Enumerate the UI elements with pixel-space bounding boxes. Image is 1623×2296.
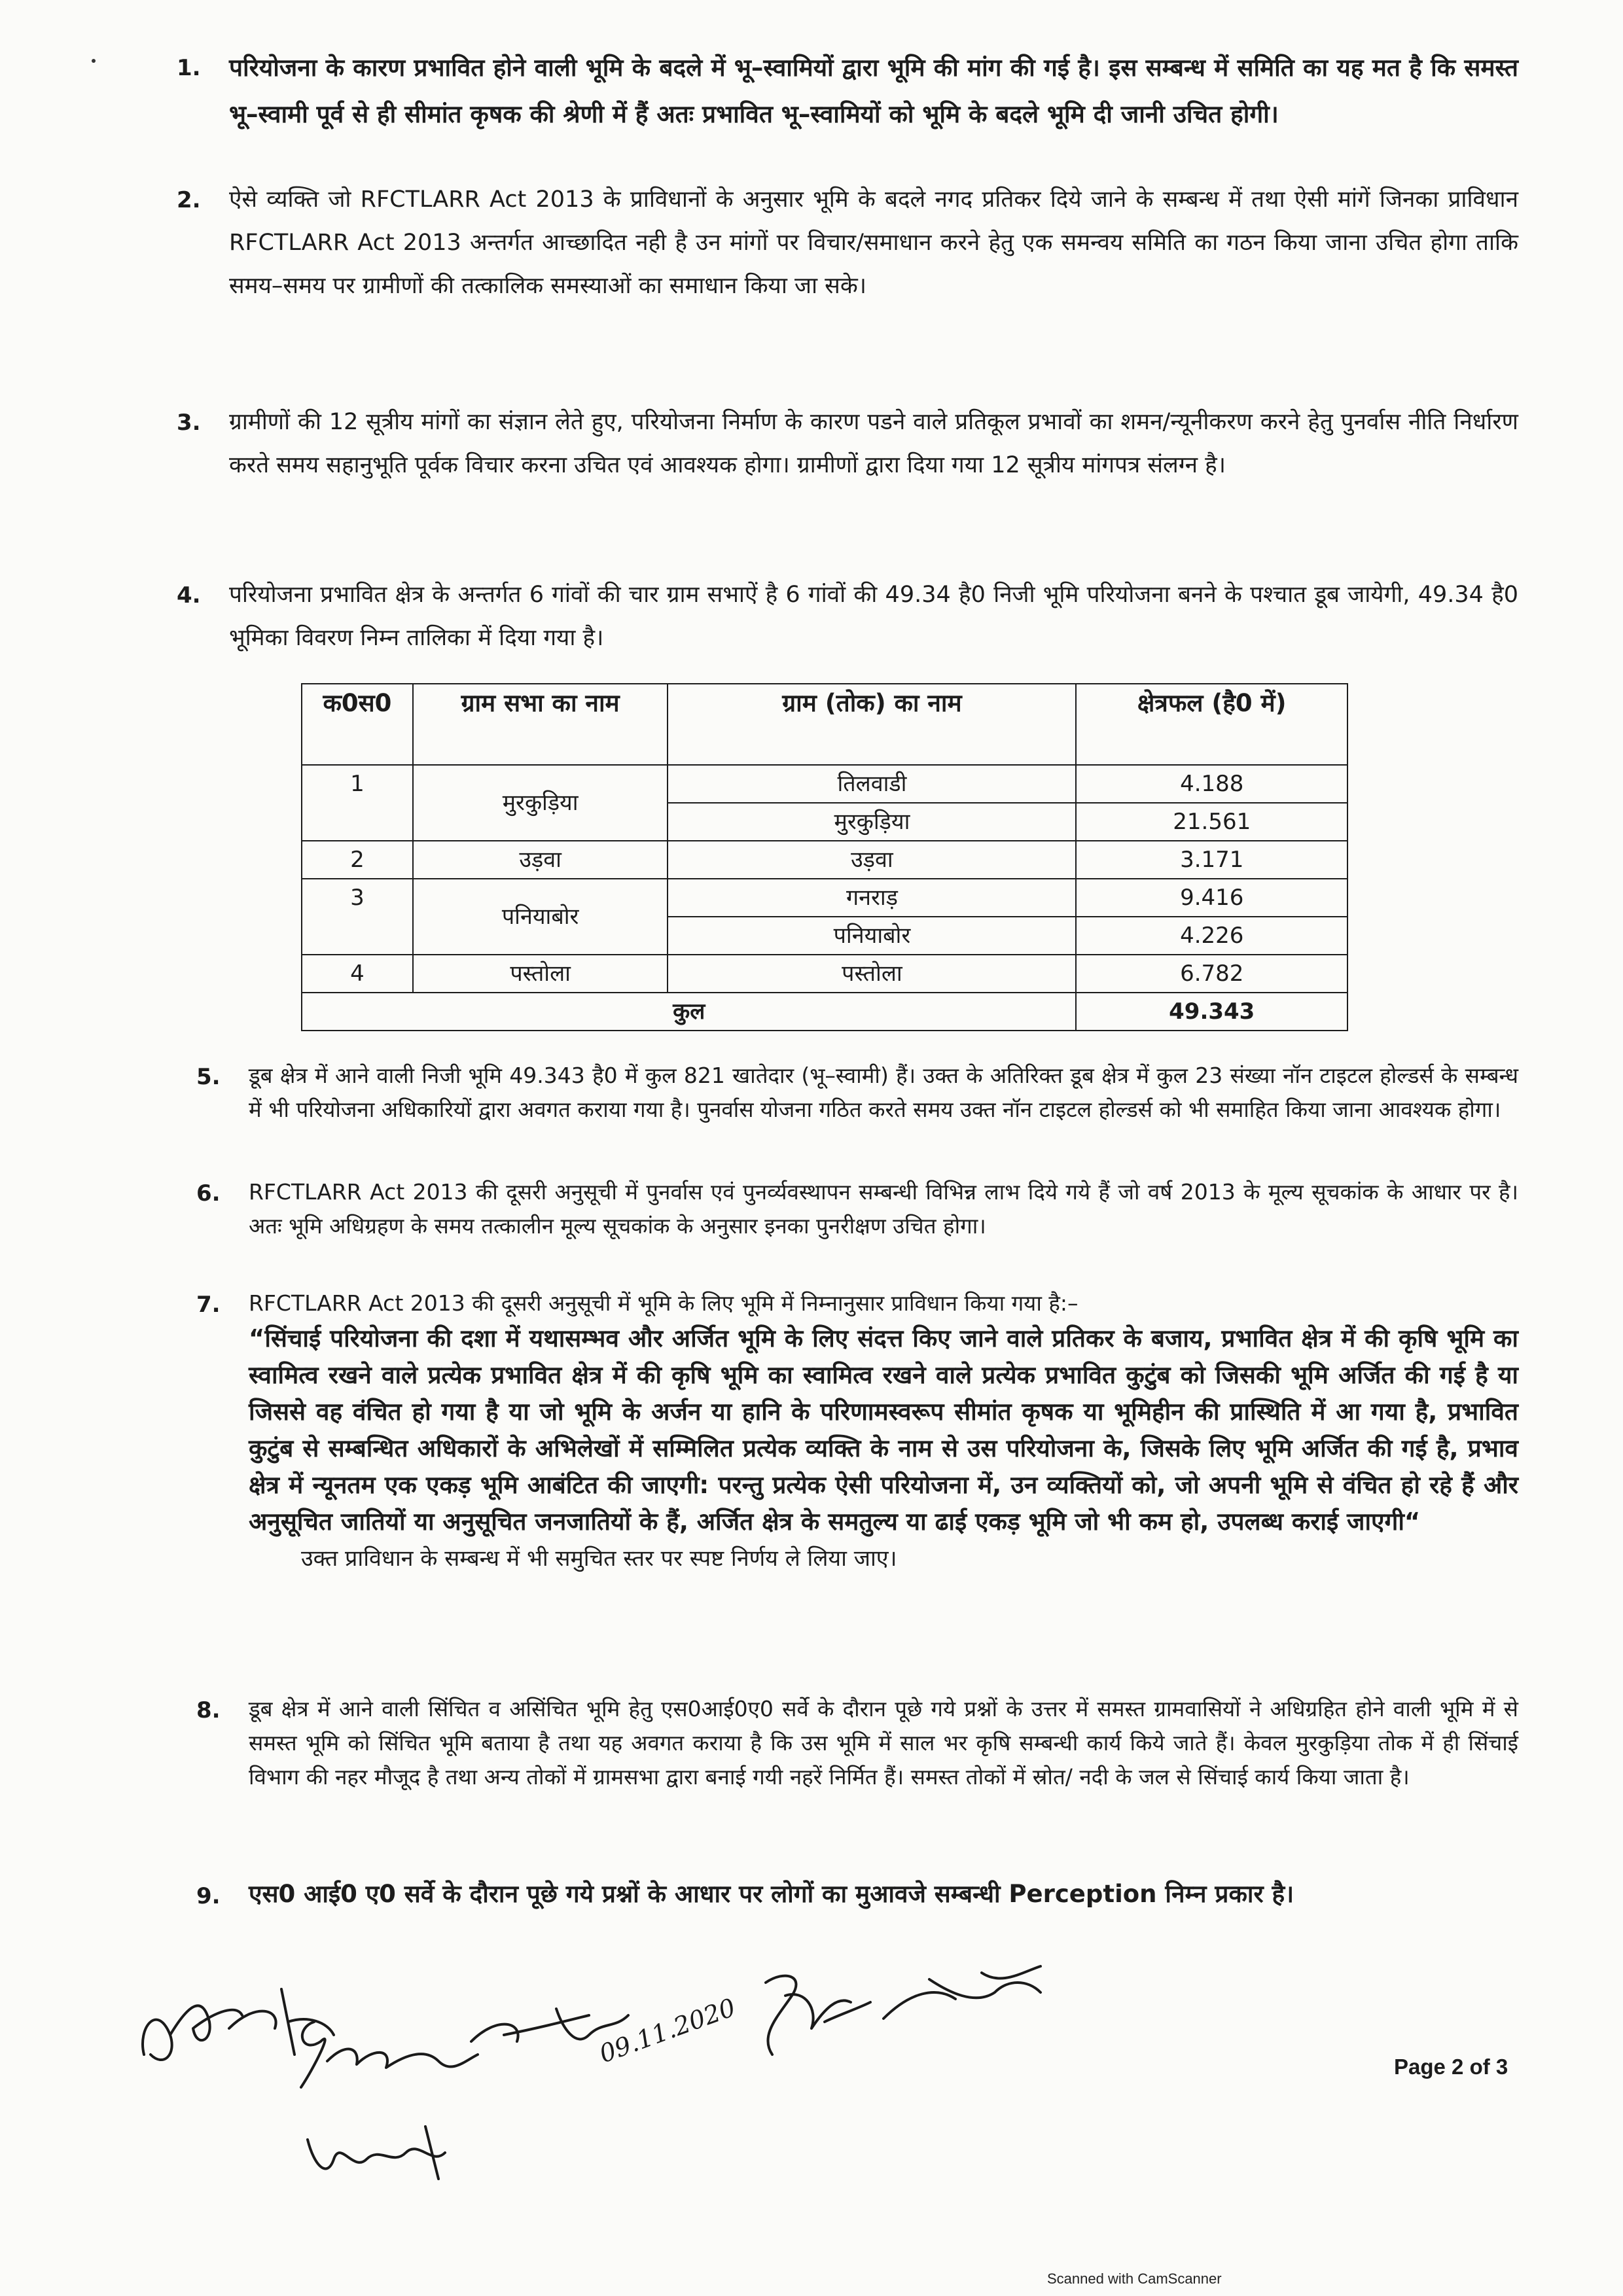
area-cell: 4.188: [1076, 765, 1347, 803]
point-number: 1.: [177, 55, 201, 81]
quoted-provision: “सिंचाई परियोजना की दशा में यथासम्भव और अर्जित भूमि के लिए संदत्त किए जाने वाले प्रतिकर के बजाय, प्रभावित क्षेत्र में की कृषि भूमि का स्वामित्व रखने वाले प्रत्येक प्रभावित क्षेत्र में की कृषि भूमि का स्वामित्व रखने वाले प्रत्येक प्रभावित कुटुंब को जिसकी भूमि अर्जित की गई है या जिससे वह वंचित हो गया है या जो भूमि के अर्जन या हानि के परिणामस्वरूप सीमांत कृषक या भूमिहीन की प्रास्थिति में आ गया है, प्रभावित कुटुंब से सम्बन्धित अधिकारों के अभिलेखों में सम्मिलित प्रत्येक व्यक्ति के नाम से उस परियोजना के, जिसके लिए भूमि अर्जित की गई है, प्रभाव क्षेत्र में न्यूनतम एक एकड़ भूमि आबंटित की जाएगी: परन्तु प्रत्येक ऐसी परियोजना में, उन व्यक्तियों को, जो अपनी भूमि से वंचित हो रहे हैं और अनुसूचित जातियों या अनुसूचित जनजातियों के हैं, अर्जित क्षेत्र के समतुल्य या ढाई एकड़ भूमि जो भी कम हो, उपलब्ध कराई जाएगी“: [249, 1324, 1518, 1536]
table-row: [302, 879, 1347, 917]
point-6: [177, 1175, 1518, 1243]
point-text: डूब क्षेत्र में आने वाली सिंचित व असिंचित भूमि हेतु एस0आई0ए0 सर्वे के दौरान पूछे गये प्रश्नों के उत्तर में समस्त ग्रामवासियों ने अधिग्रहित होने वाली भूमि में से समस्त भूमि को सिंचित भूमि बताया है तथा यह अवगत कराया है कि उस भूमि में साल भर कृषि सम्बन्धी कार्य किये जाते हैं। केवल मुरकुड़िया तोक में ही सिंचाई विभाग की नहर मौजूद है तथा अन्य तोकों में ग्रामसभा द्वारा बनाई गयी नहरें निर्मित हैं। समस्त तोकों में स्रोत/ नदी के जल से सिंचाई कार्य किया जाता है।: [249, 1696, 1518, 1790]
point-8: [177, 1692, 1518, 1794]
point-number: 2.: [177, 187, 201, 213]
point-text: ऐसे व्यक्ति जो RFCTLARR Act 2013 के प्राविधानों के अनुसार भूमि के बदले नगद प्रतिकर दिये जाने के सम्बन्ध में तथा ऐसी मांगें जिनका प्राविधान RFCTLARR Act 2013 अन्तर्गत आच्छादित नही है उन मांगों पर विचार/समाधान करने हेतु एक समन्वय समिति का गठन किया जाना उचित होगा ताकि समय–समय पर ग्रामीणों की तत्कालिक समस्याओं का समाधान किया जा सके।: [229, 186, 1518, 299]
table-row: [302, 955, 1347, 993]
signature-5: [870, 1953, 1054, 2041]
point-number: 6.: [196, 1180, 221, 1207]
point-text: एस0 आई0 ए0 सर्वे के दौरान पूछे गये प्रश्नों के आधार पर लोगों का मुआवजे सम्बन्धी Perception निम्न प्रकार है।: [249, 1880, 1294, 1908]
tok-cell: गनराड़: [668, 879, 1076, 917]
signature-2: [288, 2002, 484, 2103]
header-gram-tok: ग्राम (तोक) का नाम: [668, 684, 1076, 765]
header-gram-sabha: ग्राम सभा का नाम: [413, 684, 668, 765]
point-9: [177, 1877, 1518, 1912]
table-total-row: [302, 993, 1347, 1031]
header-area: क्षेत्रफल (है0 में): [1076, 684, 1347, 765]
table-row: [302, 765, 1347, 803]
point-1: [177, 44, 1518, 137]
point-number: 3.: [177, 410, 201, 436]
serial-cell: 1: [302, 765, 413, 841]
point-number: 9.: [196, 1883, 221, 1909]
area-cell: 3.171: [1076, 841, 1347, 879]
serial-cell: 4: [302, 955, 413, 993]
point-4: [177, 573, 1518, 660]
total-value: 49.343: [1076, 993, 1347, 1031]
table-row: [302, 841, 1347, 879]
signature-4: [746, 1956, 877, 2070]
serial-cell: 2: [302, 841, 413, 879]
point-2: [177, 178, 1518, 308]
page-number: Page 2 of 3: [1394, 2055, 1508, 2079]
tok-cell: पनियाबोर: [668, 917, 1076, 955]
point-7: [177, 1286, 1518, 1577]
scanner-watermark: Scanned with CamScanner: [1047, 2270, 1222, 2287]
point-number: 7.: [196, 1292, 221, 1318]
gram-sabha-cell: पस्तोला: [413, 955, 668, 993]
scan-speck: [92, 59, 96, 63]
point-text: RFCTLARR Act 2013 की दूसरी अनुसूची में भूमि के लिए भूमि में निम्नानुसार प्राविधान किया गया है:–: [249, 1290, 1079, 1316]
point-number: 5.: [196, 1064, 221, 1090]
area-cell: 9.416: [1076, 879, 1347, 917]
point-text: परियोजना प्रभावित क्षेत्र के अन्तर्गत 6 गांवों की चार ग्राम सभाऐं है 6 गांवों की 49.34 है0 निजी भूमि परियोजना बनने के पश्चात डूब जायेगी, 49.34 है0 भूमिका विवरण निम्न तालिका में दिया गया है।: [229, 582, 1518, 651]
point-number: 8.: [196, 1697, 221, 1723]
point-text: RFCTLARR Act 2013 की दूसरी अनुसूची में पुनर्वास एवं पुनर्व्यवस्थापन सम्बन्धी विभिन्न लाभ दिये गये हैं जो वर्ष 2013 के मूल्य सूचकांक के आधार पर है। अतः भूमि अधिग्रहण के समय तत्कालीन मूल्य सूचकांक के अनुसार इनका पुनरीक्षण उचित होगा।: [249, 1179, 1518, 1239]
area-cell: 6.782: [1076, 955, 1347, 993]
gram-sabha-cell: पनियाबोर: [413, 879, 668, 955]
area-cell: 21.561: [1076, 803, 1347, 841]
total-label: कुल: [302, 993, 1076, 1031]
handwritten-date: 09.11.2020: [596, 1992, 740, 2069]
point-5: [177, 1059, 1518, 1127]
header-serial: क0स0: [302, 684, 413, 765]
point-text: परियोजना के कारण प्रभावित होने वाली भूमि के बदले में भू–स्वामियों द्वारा भूमि की मांग की गई है। इस सम्बन्ध में समिति का यह मत है कि समस्त भू–स्वामी पूर्व से ही सीमांत कृषक की श्रेणी में हैं अतः प्रभावित भू–स्वामियों को भूमि के बदले भूमि दी जानी उचित होगी।: [229, 54, 1518, 128]
tok-cell: मुरकुड़िया: [668, 803, 1076, 841]
tok-cell: पस्तोला: [668, 955, 1076, 993]
point-3: [177, 400, 1518, 487]
tok-cell: तिलवाडी: [668, 765, 1076, 803]
tok-cell: उड़वा: [668, 841, 1076, 879]
provision-decision-note: उक्त प्राविधान के सम्बन्ध में भी समुचित स्तर पर स्पष्ट निर्णय ले लिया जाए।: [301, 1545, 897, 1572]
signature-6: [294, 2113, 471, 2195]
land-area-table: [301, 683, 1348, 1031]
table-header-row: [302, 684, 1347, 765]
gram-sabha-cell: उड़वा: [413, 841, 668, 879]
point-text: ग्रामीणों की 12 सूत्रीय मांगों का संज्ञान लेते हुए, परियोजना निर्माण के कारण पडने वाले प्रतिकूल प्रभावों का शमन/न्यूनीकरण करने हेतु पुनर्वास नीति निर्धारण करते समय सहानुभूति पूर्वक विचार करना उचित एवं आवश्यक होगा। ग्रामीणों द्वारा दिया गया 12 सूत्रीय मांगपत्र संलग्न है।: [229, 409, 1518, 478]
point-number: 4.: [177, 582, 201, 609]
serial-cell: 3: [302, 879, 413, 955]
gram-sabha-cell: मुरकुड़िया: [413, 765, 668, 841]
area-cell: 4.226: [1076, 917, 1347, 955]
point-text: डूब क्षेत्र में आने वाली निजी भूमि 49.343 है0 में कुल 821 खातेदार (भू–स्वामी) हैं। उक्त के अतिरिक्त डूब क्षेत्र में कुल 23 संख्या नॉन टाइटल होल्डर्स के सम्बन्ध में भी परियोजना अधिकारियों द्वारा अवगत कराया गया है। पुनर्वास योजना गठित करते समय उक्त नॉन टाइटल होल्डर्स को भी समाहित किया जाना आवश्यक होगा।: [249, 1063, 1518, 1122]
